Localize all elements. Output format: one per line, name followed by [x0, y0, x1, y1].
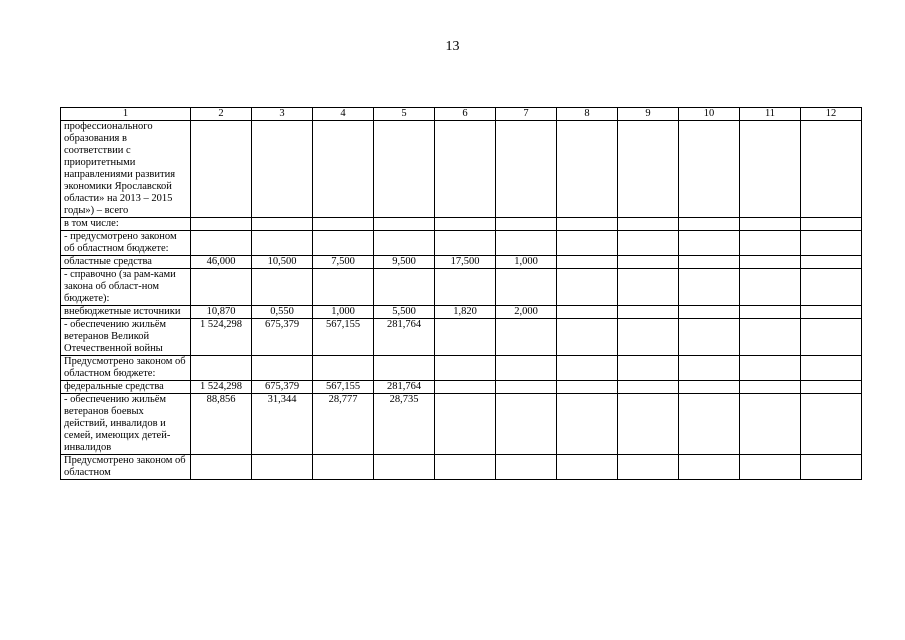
empty-cell	[679, 319, 740, 356]
table-row	[61, 256, 862, 269]
row-label: областные средства	[61, 256, 191, 269]
table-row	[61, 121, 862, 218]
value-cell: 46,000	[191, 256, 252, 269]
empty-cell	[740, 231, 801, 256]
empty-cell	[618, 218, 679, 231]
column-number-header: 5	[374, 108, 435, 121]
value-cell	[313, 356, 374, 381]
empty-cell	[740, 455, 801, 480]
empty-cell	[801, 306, 862, 319]
value-cell	[496, 231, 557, 256]
column-number-header: 6	[435, 108, 496, 121]
value-cell: 1,000	[496, 256, 557, 269]
empty-cell	[801, 231, 862, 256]
column-number-header: 9	[618, 108, 679, 121]
value-cell	[313, 231, 374, 256]
value-cell: 281,764	[374, 319, 435, 356]
value-cell: 5,500	[374, 306, 435, 319]
empty-cell	[557, 269, 618, 306]
value-cell	[191, 455, 252, 480]
page-number: 13	[445, 39, 460, 54]
table-row	[61, 319, 862, 356]
table-row	[61, 356, 862, 381]
value-cell	[435, 319, 496, 356]
value-cell: 1,820	[435, 306, 496, 319]
value-cell	[191, 356, 252, 381]
value-cell	[496, 319, 557, 356]
column-number-header: 11	[740, 108, 801, 121]
empty-cell	[679, 256, 740, 269]
value-cell	[496, 381, 557, 394]
value-cell	[374, 121, 435, 218]
row-label: - обеспечению жильём ветеранов Великой Отечественной войны	[61, 319, 191, 356]
empty-cell	[618, 121, 679, 218]
row-label: в том числе:	[61, 218, 191, 231]
value-cell	[435, 394, 496, 455]
value-cell	[313, 269, 374, 306]
empty-cell	[557, 381, 618, 394]
table-row	[61, 218, 862, 231]
value-cell	[313, 218, 374, 231]
row-label: Предусмотрено законом об областном бюджете:	[61, 356, 191, 381]
column-number-header: 4	[313, 108, 374, 121]
value-cell: 0,550	[252, 306, 313, 319]
table-row	[61, 269, 862, 306]
value-cell: 2,000	[496, 306, 557, 319]
value-cell: 675,379	[252, 381, 313, 394]
empty-cell	[679, 269, 740, 306]
value-cell	[374, 269, 435, 306]
value-cell: 10,500	[252, 256, 313, 269]
value-cell	[313, 121, 374, 218]
table-row	[61, 394, 862, 455]
empty-cell	[618, 394, 679, 455]
value-cell: 88,856	[191, 394, 252, 455]
empty-cell	[740, 394, 801, 455]
value-cell	[496, 356, 557, 381]
value-cell	[496, 394, 557, 455]
value-cell: 17,500	[435, 256, 496, 269]
empty-cell	[740, 256, 801, 269]
empty-cell	[557, 306, 618, 319]
value-cell: 9,500	[374, 256, 435, 269]
empty-cell	[679, 218, 740, 231]
table-row	[61, 231, 862, 256]
empty-cell	[679, 394, 740, 455]
empty-cell	[740, 121, 801, 218]
empty-cell	[801, 381, 862, 394]
empty-cell	[618, 256, 679, 269]
value-cell	[435, 455, 496, 480]
empty-cell	[679, 231, 740, 256]
empty-cell	[740, 319, 801, 356]
empty-cell	[801, 356, 862, 381]
empty-cell	[618, 319, 679, 356]
value-cell	[252, 121, 313, 218]
value-cell	[252, 218, 313, 231]
value-cell	[496, 455, 557, 480]
header-row	[61, 108, 862, 121]
empty-cell	[557, 394, 618, 455]
value-cell	[496, 121, 557, 218]
row-label: - обеспечению жильём ветеранов боевых действий, инвалидов и семей, имеющих детей-инвалидов	[61, 394, 191, 455]
empty-cell	[618, 356, 679, 381]
empty-cell	[557, 218, 618, 231]
empty-cell	[618, 269, 679, 306]
table-row	[61, 381, 862, 394]
value-cell: 10,870	[191, 306, 252, 319]
empty-cell	[618, 306, 679, 319]
empty-cell	[740, 269, 801, 306]
empty-cell	[557, 121, 618, 218]
value-cell	[252, 269, 313, 306]
row-label: федеральные средства	[61, 381, 191, 394]
value-cell	[252, 356, 313, 381]
value-cell	[252, 455, 313, 480]
empty-cell	[618, 455, 679, 480]
value-cell: 1 524,298	[191, 319, 252, 356]
column-number-header: 12	[801, 108, 862, 121]
empty-cell	[740, 306, 801, 319]
value-cell	[435, 356, 496, 381]
value-cell	[435, 381, 496, 394]
value-cell: 567,155	[313, 381, 374, 394]
empty-cell	[801, 218, 862, 231]
empty-cell	[679, 306, 740, 319]
value-cell	[496, 218, 557, 231]
empty-cell	[801, 455, 862, 480]
value-cell	[191, 231, 252, 256]
empty-cell	[801, 121, 862, 218]
empty-cell	[679, 356, 740, 381]
value-cell	[496, 269, 557, 306]
value-cell	[435, 269, 496, 306]
table-row	[61, 306, 862, 319]
empty-cell	[801, 269, 862, 306]
row-label: профессионального образования в соответствии с приоритетными направлениями развития экономики Ярославской области» на 2013 – 2015 годы») – всего	[61, 121, 191, 218]
column-number-header: 3	[252, 108, 313, 121]
value-cell: 675,379	[252, 319, 313, 356]
value-cell	[374, 455, 435, 480]
value-cell: 28,777	[313, 394, 374, 455]
table-row	[61, 455, 862, 480]
value-cell: 1 524,298	[191, 381, 252, 394]
value-cell	[374, 356, 435, 381]
empty-cell	[557, 231, 618, 256]
empty-cell	[740, 356, 801, 381]
value-cell	[191, 218, 252, 231]
value-cell	[191, 269, 252, 306]
row-label: - предусмотрено законом об областном бюджете:	[61, 231, 191, 256]
value-cell	[313, 455, 374, 480]
empty-cell	[679, 455, 740, 480]
column-number-header: 1	[61, 108, 191, 121]
empty-cell	[557, 256, 618, 269]
empty-cell	[801, 394, 862, 455]
column-number-header: 7	[496, 108, 557, 121]
value-cell: 31,344	[252, 394, 313, 455]
value-cell	[435, 121, 496, 218]
empty-cell	[801, 319, 862, 356]
row-label: Предусмотрено законом об областном	[61, 455, 191, 480]
empty-cell	[740, 218, 801, 231]
column-number-header: 10	[679, 108, 740, 121]
value-cell: 281,764	[374, 381, 435, 394]
row-label: - справочно (за рам-ками закона об област-ном бюджете):	[61, 269, 191, 306]
value-cell: 567,155	[313, 319, 374, 356]
empty-cell	[679, 121, 740, 218]
value-cell	[435, 231, 496, 256]
empty-cell	[557, 455, 618, 480]
empty-cell	[679, 381, 740, 394]
value-cell	[374, 218, 435, 231]
empty-cell	[618, 231, 679, 256]
value-cell	[435, 218, 496, 231]
empty-cell	[557, 356, 618, 381]
budget-table	[60, 107, 862, 480]
column-number-header: 2	[191, 108, 252, 121]
column-number-header: 8	[557, 108, 618, 121]
empty-cell	[557, 319, 618, 356]
value-cell	[252, 231, 313, 256]
row-label: внебюджетные источники	[61, 306, 191, 319]
value-cell: 1,000	[313, 306, 374, 319]
empty-cell	[801, 256, 862, 269]
empty-cell	[740, 381, 801, 394]
value-cell: 28,735	[374, 394, 435, 455]
value-cell	[374, 231, 435, 256]
value-cell: 7,500	[313, 256, 374, 269]
value-cell	[191, 121, 252, 218]
empty-cell	[618, 381, 679, 394]
